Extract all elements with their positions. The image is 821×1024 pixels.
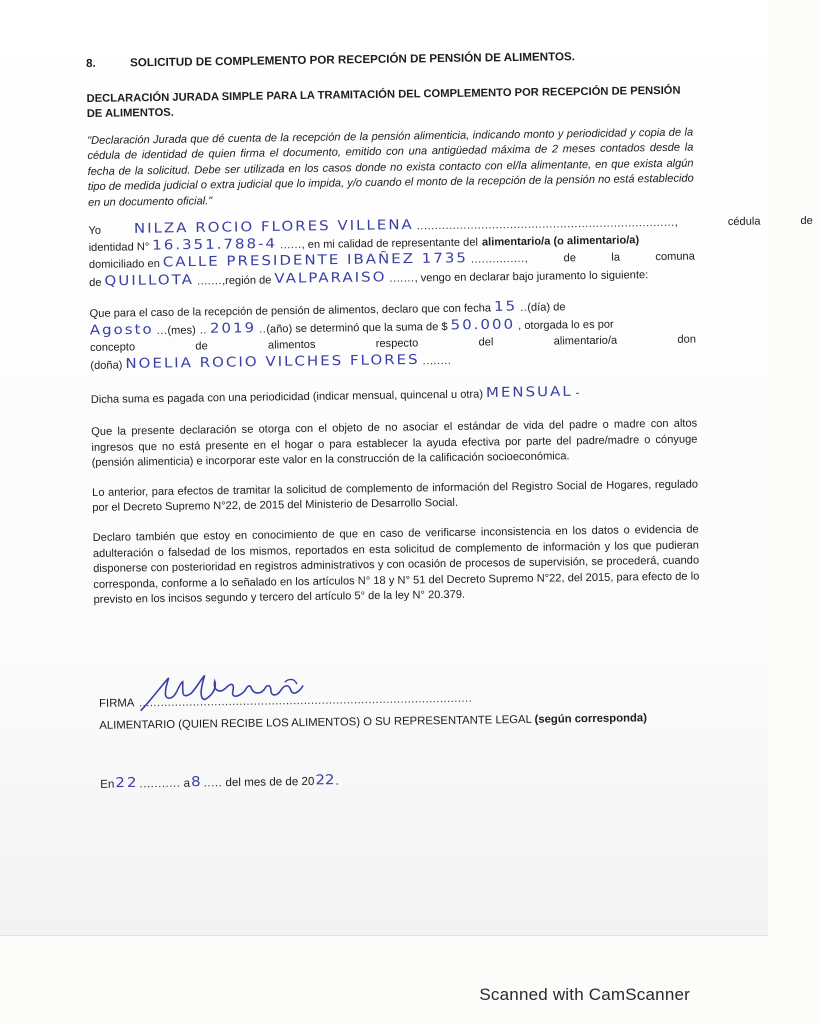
date-year: 22	[315, 771, 335, 788]
a-label: a	[183, 776, 191, 790]
instructions-quote: "Declaración Jurada que dé cuenta de la recepción de la pensión alimenticia, indicando monto y periodicidad y copia de la cédula de identidad de quien firma el documento, emitido con una antigüedad máxima de 2 meses contados desde la fecha de la solicitud. Debe ser utilizada en los casos donde no exista contacto con el/la alimentante, en que exista algún tipo de medida judicial o extra judicial que lo impida, y/o cuando el monto de la recepción de la pensión no está establecido en un documento oficial."	[87, 126, 694, 209]
concepto-word: respecto	[375, 337, 419, 350]
en-label: En	[100, 777, 115, 791]
concepto-word: alimentos	[267, 338, 316, 352]
dia-label: (día) de	[527, 301, 566, 314]
dots: ..	[199, 323, 208, 336]
signature-block	[95, 662, 702, 714]
yo-label: Yo	[88, 224, 102, 237]
date-end: .	[335, 774, 339, 788]
comma: ,	[674, 216, 678, 229]
handwritten-signature	[135, 668, 326, 715]
concepto-word: de	[195, 340, 208, 353]
domiciliado-label: domiciliado en	[88, 258, 160, 272]
signature-dots: .............................................................................................	[138, 692, 473, 710]
section-title-text: SOLICITUD DE COMPLEMENTO POR RECEPCIÓN DE PENSIÓN DE ALIMENTOS.	[130, 50, 576, 70]
reception-month: Agosto	[89, 320, 154, 338]
declarant-block	[88, 214, 813, 292]
role-label: ALIMENTARIO (QUIEN RECIBE LOS ALIMENTOS) O SU REPRESENTANTE LEGAL	[99, 713, 532, 732]
region-value: VALPARAISO	[274, 268, 387, 287]
calidad-text: , en mi calidad de representante del	[301, 236, 479, 251]
de-label: de	[89, 276, 102, 289]
declarant-name: NILZA ROCIO FLORES VILLENA	[133, 215, 414, 237]
la-label: la	[611, 251, 621, 265]
comuna-value: QUILLOTA	[104, 271, 195, 289]
beneficiary-name: NOELIA ROCIO VILCHES FLORES	[125, 351, 420, 372]
signature-label: FIRMA	[98, 697, 135, 710]
dots: ........................................................................	[416, 216, 675, 232]
dots: .....	[203, 775, 223, 790]
otorgada-label: , otorgada lo es por	[518, 318, 614, 332]
dots: ...	[156, 324, 168, 337]
id-number: 16.351.788-4	[152, 235, 278, 254]
dots: ........	[422, 355, 452, 368]
document-heading: DECLARACIÓN JURADA SIMPLE PARA LA TRAMITACIÓN DEL COMPLEMENTO POR RECEPCIÓN DE PENSIÓN DE ALIMENTOS.	[86, 84, 681, 120]
juramento-text: , vengo en declarar bajo juramento lo siguiente:	[414, 268, 649, 285]
comuna-label: comuna	[655, 250, 695, 264]
concepto-word: del	[478, 336, 494, 349]
concepto-word: concepto	[89, 341, 136, 354]
dona-label: (doña)	[90, 359, 123, 373]
concepto-word: alimentario/a	[553, 334, 618, 348]
alimentario-text: alimentario/a (o alimentario/a)	[481, 234, 640, 249]
reception-day: 15	[493, 298, 518, 315]
paragraph-registro: Lo anterior, para efectos de tramitar la solicitud de complemento de información del Registro Social de Hogares, regulado por el Decreto Supremo N°22, de 2015 del Ministerio de Desarrollo Social.	[92, 478, 699, 515]
paragraph-purpose: Que la presente declaración se otorga con el objeto de no asociar el estándar de vida del padre o madre con altos ingresos que no está presente en el hogar o para establecer la ayuda efectiva por parte del padre/madre o cónyuge (pensión alimenticia) e incorporar este valor en la construcción de la calificación socioeconómica.	[91, 417, 698, 470]
periodicity-value: MENSUAL	[485, 382, 573, 401]
periodicity-label: Dicha suma es pagada con una periodicidad (indicar mensual, quincenal u otra)	[90, 388, 484, 406]
role-note: (según corresponda)	[534, 712, 647, 726]
dots: ...............,	[470, 253, 529, 266]
cedula-label: cédula	[727, 215, 761, 228]
reception-year: 2019	[209, 319, 257, 336]
dots: .......	[196, 274, 223, 288]
dots: ..	[520, 301, 528, 315]
date-month: 8	[190, 772, 203, 790]
anio-label: (año) se determinó que la suma de $	[266, 320, 448, 336]
periodicity-end: -	[575, 386, 580, 399]
dots: ......	[279, 238, 302, 252]
section-number: 8.	[86, 56, 96, 70]
date-day: 22	[115, 773, 139, 791]
dots: ..	[259, 323, 267, 336]
address: CALLE PRESIDENTE IBAÑEZ 1735	[162, 249, 469, 271]
reception-amount: 50.000	[450, 315, 516, 333]
concepto-word: don	[677, 333, 697, 346]
declaration-document	[86, 48, 813, 793]
paragraph-consistency: Declaro también que estoy en conocimiento de que en caso de verificarse inconsistencia en los datos o evidencia de adulteración o falsedad de los mismos, reportados en esta solicitud de complemento de información y los que pudieran disponerse con posterioridad en registros administrativos y con ocasión de procesos de supervisión, se procederá, cuando corresponda, conforme a lo señalado en los artículos N° 18 y N° 51 del Decreto Supremo N°22, del 2015, para efecto de lo previsto en los incisos segundo y tercero del artículo 5° de la ley N° 20.379.	[92, 523, 700, 607]
reception-intro: Que para el caso de la recepción de pensión de alimentos, declaro que con fecha	[89, 302, 492, 321]
camscanner-watermark: Scanned with CamScanner	[479, 985, 690, 1004]
de-label: de	[800, 214, 813, 227]
identidad-label: identidad N°	[88, 241, 150, 254]
reception-block	[89, 298, 696, 376]
mes-label: (mes)	[167, 324, 196, 337]
dots: ...........	[139, 776, 181, 790]
dots: .......	[389, 272, 415, 285]
de-label: de	[563, 252, 577, 265]
signatory-role	[99, 710, 701, 734]
mes-de-label: del mes de de 20	[225, 774, 315, 789]
region-label: ,región de	[221, 274, 272, 287]
